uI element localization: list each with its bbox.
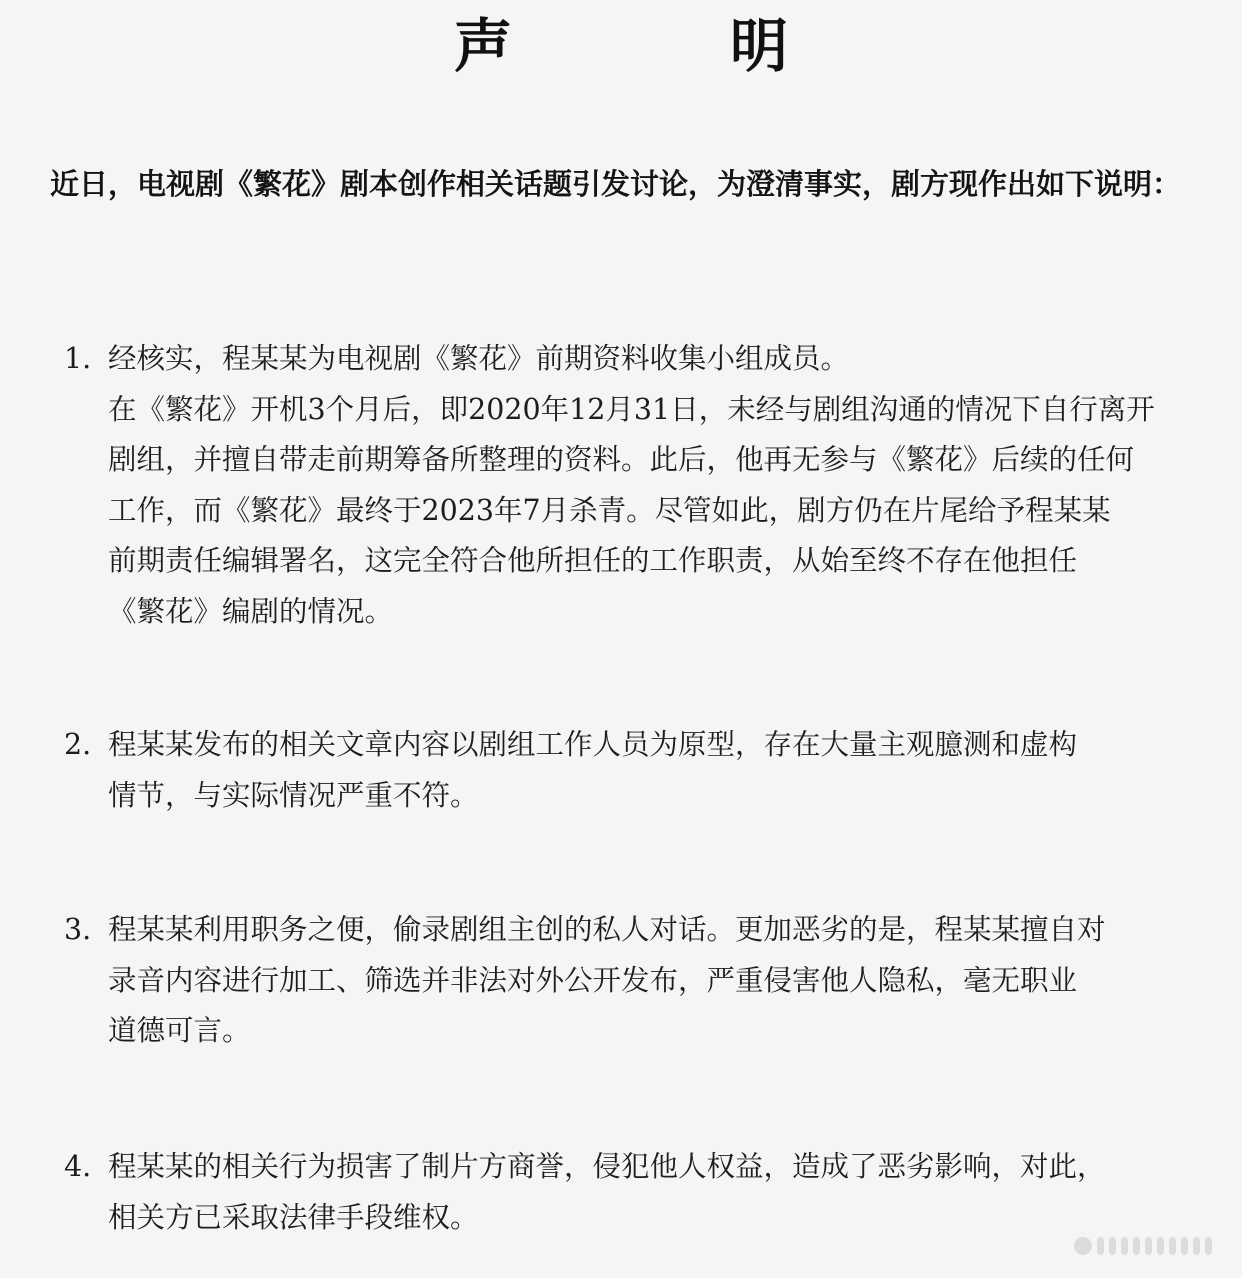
item-line: 程某某的相关行为损害了制片方商誉，侵犯他人权益，造成了恶劣影响，对此，	[108, 1150, 1106, 1183]
item-text	[108, 1142, 1148, 1243]
item-text	[108, 334, 1155, 637]
statement-title: 声 明	[453, 12, 868, 80]
item-line: 经核实，程某某为电视剧《繁花》前期资料收集小组成员。	[108, 342, 850, 375]
watermark-bar	[1193, 1237, 1200, 1255]
statement-item-1	[64, 334, 1164, 637]
item-line: 程某某利用职务之便，偷录剧组主创的私人对话。更加恶劣的是，程某某擅自对	[108, 913, 1106, 946]
watermark-bar	[1157, 1237, 1164, 1255]
item-number: 2.	[64, 728, 92, 761]
item-text	[108, 905, 1148, 1057]
item-text	[108, 720, 1148, 821]
watermark-bar	[1169, 1237, 1176, 1255]
signal-bars-watermark-icon	[1074, 1236, 1212, 1256]
watermark-bar	[1181, 1237, 1188, 1255]
item-line: 《繁花》编剧的情况。	[108, 594, 394, 628]
statement-item-4	[64, 1142, 1164, 1243]
item-line: 工作，而《繁花》最终于2023年7月杀青。尽管如此，剧方仍在片尾给予程某某	[108, 493, 1111, 527]
watermark-dot	[1074, 1237, 1092, 1255]
item-line: 情节，与实际情况严重不符。	[108, 778, 479, 812]
item-line: 相关方已采取法律手段维权。	[108, 1200, 479, 1234]
item-number: 4.	[64, 1150, 92, 1183]
item-line: 程某某发布的相关文章内容以剧组工作人员为原型，存在大量主观臆测和虚构	[108, 728, 1078, 761]
watermark-bar	[1097, 1237, 1104, 1255]
item-line: 剧组，并擅自带走前期筹备所整理的资料。此后，他再无参与《繁花》后续的任何	[108, 443, 1135, 476]
item-number: 3.	[64, 913, 92, 946]
item-line: 录音内容进行加工、筛选并非法对外公开发布，严重侵害他人隐私，毫无职业	[108, 963, 1078, 997]
statement-item-3	[64, 905, 1164, 1057]
intro-paragraph: 近日，电视剧《繁花》剧本创作相关话题引发讨论，为澄清事实，剧方现作出如下说明：	[50, 167, 1182, 201]
watermark-bar	[1121, 1237, 1128, 1255]
statement-item-2	[64, 720, 1164, 821]
item-line: 道德可言。	[108, 1014, 251, 1047]
watermark-bar	[1133, 1237, 1140, 1255]
item-line: 在《繁花》开机3个月后，即2020年12月31日，未经与剧组沟通的情况下自行离开	[108, 392, 1155, 426]
watermark-bar	[1109, 1237, 1116, 1255]
item-line: 前期责任编辑署名，这完全符合他所担任的工作职责，从始至终不存在他担任	[108, 544, 1078, 577]
item-number: 1.	[64, 342, 92, 375]
watermark-bar	[1145, 1237, 1152, 1255]
watermark-bar	[1205, 1237, 1212, 1255]
